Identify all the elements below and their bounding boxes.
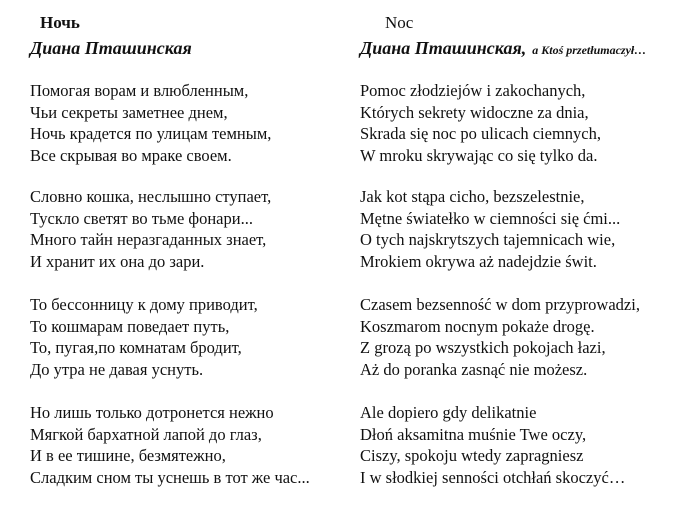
poem-line: Тускло светят во тьме фонари... — [30, 208, 253, 228]
poem-line: Aż do poranka zasnąć nie możesz. — [360, 359, 588, 379]
translator-note: a Ktoś przetłumaczył… — [532, 43, 647, 57]
poem-line: I w słodkiej senności otchłań skoczyć… — [360, 467, 626, 487]
polish-stanza-1 — [360, 80, 601, 166]
poem-line: W mroku skrywając co się tylko da. — [360, 145, 598, 165]
poem-line: Но лишь только дотронется нежно — [30, 403, 274, 422]
poem-line: Koszmarom nocnym pokaże drogę. — [360, 316, 595, 336]
poem-line: Ночь крадется по улицам темным, — [30, 124, 272, 143]
poem-line: Których sekrety widoczne za dnia, — [360, 102, 589, 122]
poem-line: Сладким сном ты уснешь в тот же час... — [30, 467, 310, 487]
polish-stanza-2 — [360, 186, 620, 272]
poem-line: Помогая ворам и влюбленным, — [30, 81, 249, 100]
poem-line: Mrokiem okrywa aż nadejdzie świt. — [360, 251, 597, 271]
poem-line: И в ее тишине, безмятежно, — [30, 446, 226, 465]
russian-stanza-4 — [30, 402, 310, 488]
poem-line: Ciszy, spokoju wtedy zapragniesz — [360, 446, 584, 465]
poem-line: Jak kot stąpa cicho, bezszelestnie, — [360, 187, 585, 206]
poem-line: Mętne światełko w ciemności się ćmi... — [360, 208, 621, 228]
russian-stanza-1 — [30, 80, 271, 166]
poem-line: O tych najskrytszych tajemnicach wie, — [360, 230, 616, 249]
poem-line: Z grozą po wszystkich pokojach łazi, — [360, 338, 606, 357]
poem-line: Словно кошка, неслышно ступает, — [30, 187, 272, 206]
poem-line: Pomoc złodziejów i zakochanych, — [360, 81, 586, 100]
poem-line: Чьи секреты заметнее днем, — [30, 102, 228, 122]
polish-stanza-3 — [360, 294, 640, 380]
russian-title: Ночь — [40, 13, 80, 32]
poem-line: Много тайн неразгаданных знает, — [30, 230, 267, 249]
poem-line: Все скрывая во мраке своем. — [30, 145, 232, 165]
poem-line: То, пугая,по комнатам бродит, — [30, 338, 242, 357]
russian-stanza-3 — [30, 294, 258, 380]
russian-stanza-2 — [30, 186, 271, 272]
poem-line: Dłoń aksamitna muśnie Twe oczy, — [360, 424, 587, 444]
polish-stanza-4 — [360, 402, 625, 488]
polish-author-line — [360, 37, 646, 61]
poem-line: До утра не давая уснуть. — [30, 359, 204, 379]
poem-line: И хранит их она до зари. — [30, 251, 205, 271]
russian-author: Диана Пташинская — [30, 38, 192, 58]
poem-line: То кошмарам поведает путь, — [30, 316, 230, 336]
poem-line: Мягкой бархатной лапой до глаз, — [30, 424, 262, 444]
poem-line: Skrada się noc po ulicach ciemnych, — [360, 124, 601, 143]
polish-author: Диана Пташинская, — [360, 38, 527, 58]
poem-line: То бессонницу к дому приводит, — [30, 295, 258, 314]
polish-title: Noc — [385, 13, 414, 32]
poem-line: Czasem bezsenność w dom przyprowadzi, — [360, 295, 640, 314]
poem-line: Ale dopiero gdy delikatnie — [360, 403, 537, 422]
